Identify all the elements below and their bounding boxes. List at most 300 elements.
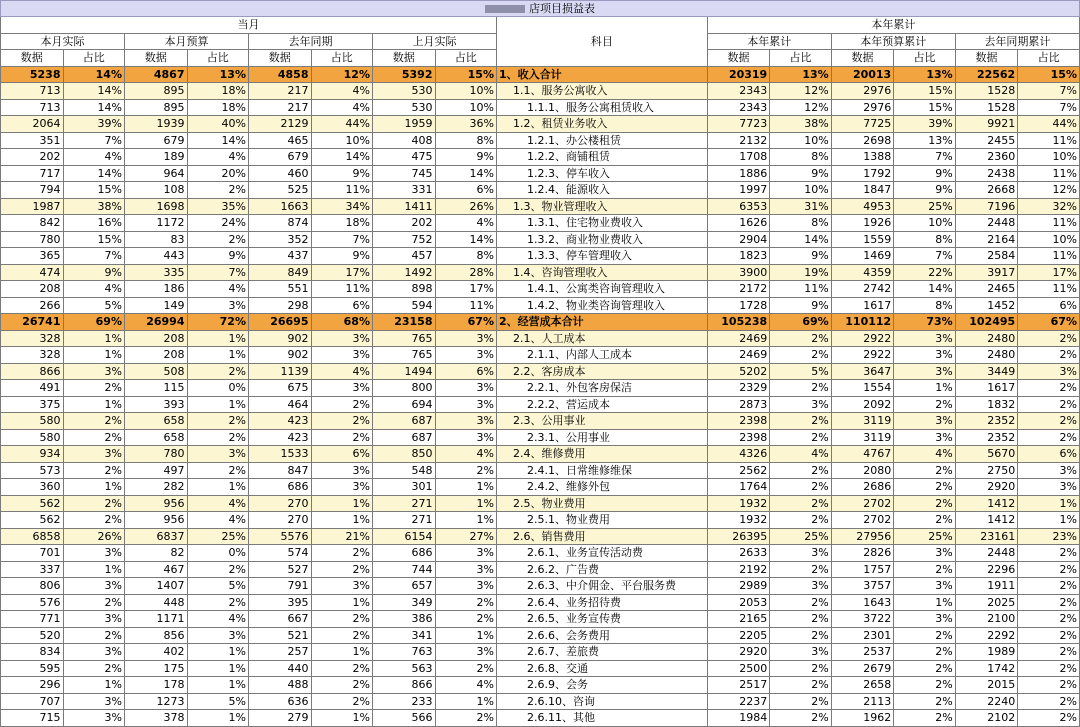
pct-cell: 2%	[770, 677, 832, 694]
value-cell: 4953	[831, 198, 894, 215]
table-row	[1, 380, 1080, 397]
item-name-cell: 1.2.2、商铺租赁	[497, 149, 708, 166]
pct-cell: 16%	[63, 215, 125, 232]
value-cell: 1823	[707, 248, 770, 265]
pct-cell: 9%	[894, 165, 956, 182]
pct-cell: 2%	[894, 396, 956, 413]
value-cell: 2192	[707, 561, 770, 578]
pct-cell: 18%	[187, 99, 249, 116]
value-cell: 744	[373, 561, 436, 578]
pct-cell: 2%	[311, 396, 373, 413]
value-cell: 866	[1, 363, 64, 380]
sub-header-pct: 占比	[435, 50, 497, 67]
pct-cell: 2%	[63, 627, 125, 644]
value-cell: 686	[249, 479, 312, 496]
value-cell: 328	[1, 330, 64, 347]
value-cell: 3119	[831, 429, 894, 446]
item-name-cell: 1、收入合计	[497, 66, 708, 83]
sub-header-pct: 占比	[63, 50, 125, 67]
pct-cell: 68%	[311, 314, 373, 331]
pct-cell: 25%	[894, 528, 956, 545]
value-cell: 208	[125, 347, 188, 364]
value-cell: 1626	[707, 215, 770, 232]
group-month: 当月	[1, 17, 497, 34]
value-cell: 2296	[955, 561, 1018, 578]
pct-cell: 21%	[311, 528, 373, 545]
pct-cell: 2%	[770, 594, 832, 611]
pct-cell: 25%	[770, 528, 832, 545]
sub-header-pct: 占比	[311, 50, 373, 67]
value-cell: 2205	[707, 627, 770, 644]
value-cell: 465	[249, 132, 312, 149]
pct-cell: 1%	[63, 330, 125, 347]
pct-cell: 44%	[311, 116, 373, 133]
pct-cell: 4%	[311, 363, 373, 380]
pct-cell: 1%	[63, 396, 125, 413]
pct-cell: 13%	[894, 66, 956, 83]
value-cell: 2398	[707, 413, 770, 430]
value-cell: 679	[125, 132, 188, 149]
pct-cell: 4%	[187, 495, 249, 512]
pct-cell: 31%	[770, 198, 832, 215]
sub-header-pct: 占比	[770, 50, 832, 67]
table-row	[1, 528, 1080, 545]
value-cell: 4359	[831, 264, 894, 281]
value-cell: 2480	[955, 347, 1018, 364]
pct-cell: 1%	[63, 347, 125, 364]
value-cell: 4767	[831, 446, 894, 463]
value-cell: 667	[249, 611, 312, 628]
pct-cell: 6%	[1018, 297, 1080, 314]
pct-cell: 2%	[1018, 627, 1080, 644]
pct-cell: 2%	[187, 594, 249, 611]
value-cell: 2920	[707, 644, 770, 661]
table-row	[1, 182, 1080, 199]
pct-cell: 38%	[63, 198, 125, 215]
pct-cell: 3%	[894, 578, 956, 595]
value-cell: 105238	[707, 314, 770, 331]
value-cell: 464	[249, 396, 312, 413]
value-cell: 337	[1, 561, 64, 578]
table-row	[1, 281, 1080, 298]
value-cell: 530	[373, 83, 436, 100]
value-cell: 6837	[125, 528, 188, 545]
pct-cell: 7%	[1018, 83, 1080, 100]
pct-cell: 0%	[187, 545, 249, 562]
value-cell: 2301	[831, 627, 894, 644]
pct-cell: 23%	[1018, 528, 1080, 545]
sub-header-data: 数据	[707, 50, 770, 67]
value-cell: 186	[125, 281, 188, 298]
pct-cell: 25%	[187, 528, 249, 545]
pct-cell: 2%	[770, 495, 832, 512]
pct-cell: 4%	[187, 281, 249, 298]
value-cell: 713	[1, 83, 64, 100]
pct-cell: 1%	[187, 660, 249, 677]
pct-cell: 2%	[311, 627, 373, 644]
value-cell: 525	[249, 182, 312, 199]
value-cell: 508	[125, 363, 188, 380]
pct-cell: 3%	[311, 462, 373, 479]
value-cell: 271	[373, 512, 436, 529]
table-row	[1, 330, 1080, 347]
value-cell: 2100	[955, 611, 1018, 628]
value-cell: 2343	[707, 83, 770, 100]
pct-cell: 3%	[311, 330, 373, 347]
pct-cell: 14%	[187, 132, 249, 149]
value-cell: 437	[249, 248, 312, 265]
pct-cell: 67%	[435, 314, 497, 331]
pct-cell: 4%	[435, 446, 497, 463]
pct-cell: 2%	[311, 413, 373, 430]
value-cell: 257	[249, 644, 312, 661]
value-cell: 1528	[955, 83, 1018, 100]
pct-cell: 1%	[435, 512, 497, 529]
value-cell: 349	[373, 594, 436, 611]
value-cell: 1528	[955, 99, 1018, 116]
pct-cell: 2%	[1018, 561, 1080, 578]
value-cell: 1469	[831, 248, 894, 265]
value-cell: 658	[125, 429, 188, 446]
value-cell: 874	[249, 215, 312, 232]
value-cell: 22562	[955, 66, 1018, 83]
pct-cell: 3%	[894, 545, 956, 562]
pct-cell: 4%	[187, 611, 249, 628]
value-cell: 687	[373, 429, 436, 446]
value-cell: 1412	[955, 495, 1018, 512]
pct-cell: 2%	[770, 347, 832, 364]
pct-cell: 2%	[894, 693, 956, 710]
pct-cell: 2%	[894, 561, 956, 578]
pct-cell: 7%	[894, 149, 956, 166]
pct-cell: 3%	[63, 578, 125, 595]
value-cell: 20013	[831, 66, 894, 83]
item-name-cell: 2.4.2、维修外包	[497, 479, 708, 496]
item-name-cell: 1.2.3、停车收入	[497, 165, 708, 182]
value-cell: 2092	[831, 396, 894, 413]
value-cell: 6353	[707, 198, 770, 215]
pct-cell: 9%	[63, 264, 125, 281]
value-cell: 175	[125, 660, 188, 677]
value-cell: 2448	[955, 215, 1018, 232]
value-cell: 1886	[707, 165, 770, 182]
value-cell: 2448	[955, 545, 1018, 562]
sub-header-pct: 占比	[894, 50, 956, 67]
table-row	[1, 611, 1080, 628]
value-cell: 488	[249, 677, 312, 694]
pct-cell: 15%	[1018, 66, 1080, 83]
table-row	[1, 396, 1080, 413]
pct-cell: 73%	[894, 314, 956, 331]
pct-cell: 3%	[894, 330, 956, 347]
sub-header-data: 数据	[249, 50, 312, 67]
pct-cell: 39%	[894, 116, 956, 133]
pct-cell: 2%	[1018, 660, 1080, 677]
table-row	[1, 116, 1080, 133]
value-cell: 765	[373, 330, 436, 347]
value-cell: 573	[1, 462, 64, 479]
value-cell: 1172	[125, 215, 188, 232]
pct-cell: 22%	[894, 264, 956, 281]
value-cell: 2438	[955, 165, 1018, 182]
value-cell: 707	[1, 693, 64, 710]
pct-cell: 2%	[894, 627, 956, 644]
value-cell: 956	[125, 512, 188, 529]
value-cell: 763	[373, 644, 436, 661]
value-cell: 393	[125, 396, 188, 413]
value-cell: 1617	[955, 380, 1018, 397]
pct-cell: 8%	[894, 231, 956, 248]
value-cell: 7723	[707, 116, 770, 133]
value-cell: 521	[249, 627, 312, 644]
pct-cell: 13%	[894, 132, 956, 149]
item-name-cell: 1.4、咨询管理收入	[497, 264, 708, 281]
value-cell: 1412	[955, 512, 1018, 529]
pct-cell: 3%	[770, 644, 832, 661]
value-cell: 26395	[707, 528, 770, 545]
value-cell: 847	[249, 462, 312, 479]
pct-cell: 3%	[435, 644, 497, 661]
sub-header-data: 数据	[125, 50, 188, 67]
pct-cell: 14%	[63, 99, 125, 116]
value-cell: 3917	[955, 264, 1018, 281]
pct-cell: 2%	[770, 479, 832, 496]
pct-cell: 18%	[187, 83, 249, 100]
pct-cell: 5%	[770, 363, 832, 380]
value-cell: 679	[249, 149, 312, 166]
pct-cell: 3%	[435, 413, 497, 430]
pct-cell: 3%	[770, 578, 832, 595]
pct-cell: 2%	[187, 561, 249, 578]
report-title-cell	[1, 1, 1080, 17]
pct-cell: 10%	[770, 182, 832, 199]
pct-cell: 14%	[435, 231, 497, 248]
pct-cell: 11%	[770, 281, 832, 298]
pct-cell: 2%	[1018, 380, 1080, 397]
pct-cell: 2%	[187, 429, 249, 446]
value-cell: 5670	[955, 446, 1018, 463]
pct-cell: 67%	[1018, 314, 1080, 331]
col-ytd-last-year: 去年同期累计	[955, 33, 1079, 50]
pct-cell: 14%	[63, 83, 125, 100]
value-cell: 527	[249, 561, 312, 578]
pct-cell: 2%	[894, 512, 956, 529]
pct-cell: 10%	[1018, 149, 1080, 166]
value-cell: 780	[125, 446, 188, 463]
item-name-cell: 1.2、租赁业务收入	[497, 116, 708, 133]
pct-cell: 9%	[770, 165, 832, 182]
value-cell: 1792	[831, 165, 894, 182]
value-cell: 208	[1, 281, 64, 298]
pct-cell: 2%	[770, 330, 832, 347]
value-cell: 1757	[831, 561, 894, 578]
table-row	[1, 66, 1080, 83]
pct-cell: 69%	[770, 314, 832, 331]
group-year: 本年累计	[707, 17, 1079, 34]
pct-cell: 1%	[187, 479, 249, 496]
value-cell: 328	[1, 347, 64, 364]
value-cell: 562	[1, 512, 64, 529]
pct-cell: 19%	[770, 264, 832, 281]
value-cell: 898	[373, 281, 436, 298]
value-cell: 2165	[707, 611, 770, 628]
pct-cell: 26%	[435, 198, 497, 215]
pct-cell: 2%	[1018, 413, 1080, 430]
value-cell: 520	[1, 627, 64, 644]
pct-cell: 11%	[1018, 132, 1080, 149]
value-cell: 266	[1, 297, 64, 314]
pct-cell: 2%	[187, 182, 249, 199]
value-cell: 530	[373, 99, 436, 116]
pct-cell: 3%	[894, 363, 956, 380]
pct-cell: 8%	[770, 149, 832, 166]
item-name-cell: 2.6.11、其他	[497, 710, 708, 727]
table-row	[1, 132, 1080, 149]
table-row	[1, 264, 1080, 281]
pct-cell: 6%	[311, 446, 373, 463]
value-cell: 352	[249, 231, 312, 248]
pct-cell: 1%	[63, 561, 125, 578]
value-cell: 594	[373, 297, 436, 314]
value-cell: 2922	[831, 347, 894, 364]
value-cell: 2904	[707, 231, 770, 248]
pct-cell: 15%	[894, 83, 956, 100]
value-cell: 2480	[955, 330, 1018, 347]
pct-cell: 35%	[187, 198, 249, 215]
value-cell: 3119	[831, 413, 894, 430]
value-cell: 270	[249, 512, 312, 529]
value-cell: 270	[249, 495, 312, 512]
pct-cell: 2%	[894, 495, 956, 512]
value-cell: 378	[125, 710, 188, 727]
value-cell: 475	[373, 149, 436, 166]
pct-cell: 72%	[187, 314, 249, 331]
pct-cell: 15%	[63, 231, 125, 248]
table-row	[1, 83, 1080, 100]
value-cell: 576	[1, 594, 64, 611]
item-name-cell: 2.4.1、日常维修维保	[497, 462, 708, 479]
pct-cell: 39%	[63, 116, 125, 133]
pct-cell: 10%	[435, 99, 497, 116]
item-name-cell: 2.1.1、内部人工成本	[497, 347, 708, 364]
pct-cell: 4%	[63, 149, 125, 166]
pct-cell: 3%	[894, 429, 956, 446]
pct-cell: 1%	[435, 627, 497, 644]
value-cell: 745	[373, 165, 436, 182]
pct-cell: 2%	[770, 413, 832, 430]
value-cell: 595	[1, 660, 64, 677]
value-cell: 850	[373, 446, 436, 463]
item-name-cell: 1.4.1、公寓类咨询管理收入	[497, 281, 708, 298]
value-cell: 2658	[831, 677, 894, 694]
pct-cell: 2%	[311, 611, 373, 628]
table-row	[1, 297, 1080, 314]
pct-cell: 2%	[770, 660, 832, 677]
sub-header-data: 数据	[831, 50, 894, 67]
value-cell: 2292	[955, 627, 1018, 644]
pct-cell: 2%	[1018, 330, 1080, 347]
value-cell: 1407	[125, 578, 188, 595]
pct-cell: 14%	[311, 149, 373, 166]
value-cell: 408	[373, 132, 436, 149]
item-name-cell: 1.3.2、商业物业费收入	[497, 231, 708, 248]
item-name-cell: 2.6.9、会务	[497, 677, 708, 694]
col-month-actual: 本月实际	[1, 33, 125, 50]
pct-cell: 2%	[894, 479, 956, 496]
item-name-cell: 2.6.1、业务宣传活动费	[497, 545, 708, 562]
table-row	[1, 495, 1080, 512]
pct-cell: 3%	[311, 380, 373, 397]
table-row	[1, 198, 1080, 215]
value-cell: 1492	[373, 264, 436, 281]
value-cell: 5392	[373, 66, 436, 83]
pct-cell: 3%	[435, 380, 497, 397]
pct-cell: 4%	[63, 281, 125, 298]
pct-cell: 3%	[311, 347, 373, 364]
value-cell: 23158	[373, 314, 436, 331]
pct-cell: 11%	[435, 297, 497, 314]
value-cell: 301	[373, 479, 436, 496]
pct-cell: 24%	[187, 215, 249, 232]
pct-cell: 3%	[435, 396, 497, 413]
pct-cell: 11%	[311, 182, 373, 199]
pct-cell: 18%	[311, 215, 373, 232]
value-cell: 2873	[707, 396, 770, 413]
value-cell: 423	[249, 413, 312, 430]
pct-cell: 11%	[311, 281, 373, 298]
pct-cell: 2%	[63, 462, 125, 479]
table-row	[1, 462, 1080, 479]
pct-cell: 4%	[187, 512, 249, 529]
value-cell: 115	[125, 380, 188, 397]
value-cell: 217	[249, 83, 312, 100]
value-cell: 443	[125, 248, 188, 265]
value-cell: 1847	[831, 182, 894, 199]
value-cell: 423	[249, 429, 312, 446]
table-row	[1, 149, 1080, 166]
pct-cell: 2%	[894, 644, 956, 661]
pct-cell: 2%	[1018, 429, 1080, 446]
value-cell: 771	[1, 611, 64, 628]
pct-cell: 9%	[311, 165, 373, 182]
value-cell: 1984	[707, 710, 770, 727]
pct-cell: 32%	[1018, 198, 1080, 215]
pct-cell: 3%	[770, 396, 832, 413]
value-cell: 675	[249, 380, 312, 397]
pct-cell: 2%	[770, 611, 832, 628]
pct-cell: 1%	[311, 495, 373, 512]
pct-cell: 7%	[894, 248, 956, 265]
value-cell: 457	[373, 248, 436, 265]
value-cell: 1932	[707, 512, 770, 529]
table-row	[1, 545, 1080, 562]
value-cell: 1533	[249, 446, 312, 463]
value-cell: 657	[373, 578, 436, 595]
value-cell: 298	[249, 297, 312, 314]
value-cell: 102495	[955, 314, 1018, 331]
pct-cell: 1%	[894, 380, 956, 397]
value-cell: 717	[1, 165, 64, 182]
pct-cell: 3%	[63, 545, 125, 562]
pct-cell: 25%	[894, 198, 956, 215]
value-cell: 3449	[955, 363, 1018, 380]
value-cell: 217	[249, 99, 312, 116]
pct-cell: 27%	[435, 528, 497, 545]
pct-cell: 1%	[63, 677, 125, 694]
pct-cell: 12%	[770, 83, 832, 100]
value-cell: 2668	[955, 182, 1018, 199]
value-cell: 402	[125, 644, 188, 661]
